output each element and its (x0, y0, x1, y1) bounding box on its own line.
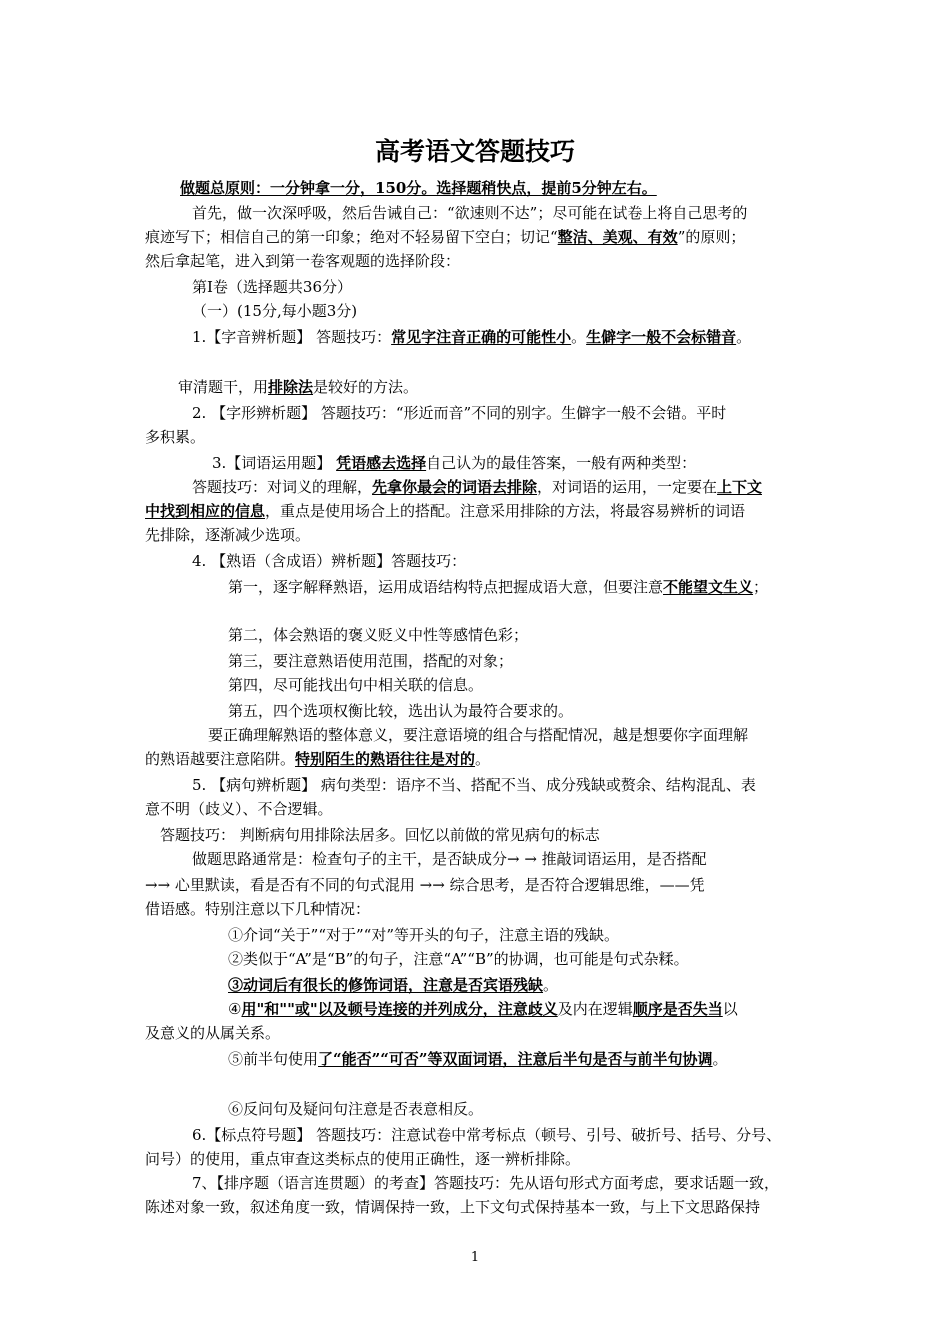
intro-line-2: 痕迹写下；相信自己的第一印象；绝对不轻易留下空白；切记“整洁、美观、有效”的原则； (145, 228, 746, 246)
q5-case-2: ②类似于“A”是“B”的句子，注意“A”“B”的协调，也可能是句式杂糅。 (228, 950, 689, 968)
q7-line-1: 7、【排序题（语言连贯题）的考查】答题技巧：先从语句形式方面考虑，要求话题一致， (192, 1174, 780, 1192)
q3-line-1: 3.【词语运用题】 凭语感去选择自己认为的最佳答案，一般有两种类型： (212, 454, 697, 472)
q5-approach-2: →→ 心里默读，看是否有不同的句式混用 →→ 综合思考，是否符合逻辑思维，——凭 (145, 876, 705, 894)
q3-line-4: 先排除，逐渐减少选项。 (145, 526, 311, 544)
q4-point-3: 第三，要注意熟语使用范围，搭配的对象； (228, 652, 514, 670)
q5-approach-1: 做题思路通常是：检查句子的主干，是否缺成分→ → 推敲词语运用，是否搭配 (192, 850, 707, 868)
q4-point-4: 第四，尽可能找出句中相关联的信息。 (228, 676, 484, 694)
q3-line-2: 答题技巧：对词义的理解，先拿你最会的词语去排除，对词语的运用，一定要在上下文 (192, 478, 763, 496)
q5-approach-3: 借语感。特别注意以下几种情况： (145, 900, 371, 918)
document-title: 高考语文答题技巧 (374, 137, 575, 166)
part-heading: （一）(15分,每小题3分) (192, 302, 358, 320)
q4-point-2: 第二，体会熟语的褒义贬义中性等感情色彩； (228, 626, 529, 644)
q5-case-4: ④用"和""或"以及顿号连接的并列成分，注意歧义及内在逻辑顺序是否失当以 (228, 1000, 738, 1018)
general-principle: 做题总原则：一分钟拿一分，150分。选择题稍快点，提前5分钟左右。 (180, 179, 657, 197)
q1-line: 1.【字音辨析题】 答题技巧：常见字注音正确的可能性小。生僻字一般不会标错音。 (192, 328, 752, 346)
intro-line-3: 然后拿起笔，进入到第一卷客观题的选择阶段： (145, 252, 461, 270)
q1-note: 审清题干，用排除法是较好的方法。 (178, 378, 419, 396)
q5-line-1: 5. 【病句辨析题】 病句类型：语序不当、搭配不当、成分残缺或赘余、结构混乱、表 (192, 776, 756, 794)
q4-point-1: 第一，逐字解释熟语，运用成语结构特点把握成语大意，但要注意不能望文生义； (228, 578, 769, 596)
volume-heading: 第Ⅰ卷（选择题共36分） (192, 278, 353, 296)
q2-line-2: 多积累。 (145, 428, 206, 446)
q4-note-2: 的熟语越要注意陷阱。特别陌生的熟语往往是对的。 (145, 750, 491, 768)
q4-note-1: 要正确理解熟语的整体意义，要注意语境的组合与搭配情况，越是想要你字面理解 (208, 726, 749, 744)
intro-line-1: 首先，做一次深呼吸，然后告诫自己：“欲速则不达”；尽可能在试卷上将自己思考的 (192, 204, 748, 222)
q5-case-1: ①介词“关于”“对于”“对”等开头的句子，注意主语的残缺。 (228, 926, 620, 944)
q6-line-1: 6.【标点符号题】 答题技巧：注意试卷中常考标点（顿号、引号、破折号、括号、分号、 (192, 1126, 782, 1144)
q4-heading: 4. 【熟语（含成语）辨析题】答题技巧： (192, 552, 467, 570)
q7-line-2: 陈述对象一致，叙述角度一致，情调保持一致，上下文句式保持基本一致，与上下文思路保持 (145, 1198, 761, 1216)
q4-point-5: 第五，四个选项权衡比较，选出认为最符合要求的。 (228, 702, 574, 720)
page-number: 1 (470, 1250, 480, 1265)
q3-line-3: 中找到相应的信息，重点是使用场合上的搭配。注意采用排除的方法，将最容易辨析的词语 (145, 502, 746, 520)
q5-case-6: ⑥反问句及疑问句注意是否表意相反。 (228, 1100, 484, 1118)
q5-case-3: ③动词后有很长的修饰词语，注意是否宾语残缺。 (228, 976, 559, 994)
q6-line-2: 问号）的使用，重点审查这类标点的使用正确性，逐一辨析排除。 (145, 1150, 581, 1168)
q2-line-1: 2. 【字形辨析题】 答题技巧：“形近而音”不同的别字。生僻字一般不会错。平时 (192, 404, 727, 422)
q5-case-5: ⑤前半句使用了“能否”“可否”等双面词语，注意后半句是否与前半句协调。 (228, 1050, 728, 1068)
q5-tip: 答题技巧： 判断病句用排除法居多。回忆以前做的常见病句的标志 (160, 826, 600, 844)
q5-case-4-cont: 及意义的从属关系。 (145, 1024, 281, 1042)
q5-line-2: 意不明（歧义）、不合逻辑。 (145, 800, 333, 818)
